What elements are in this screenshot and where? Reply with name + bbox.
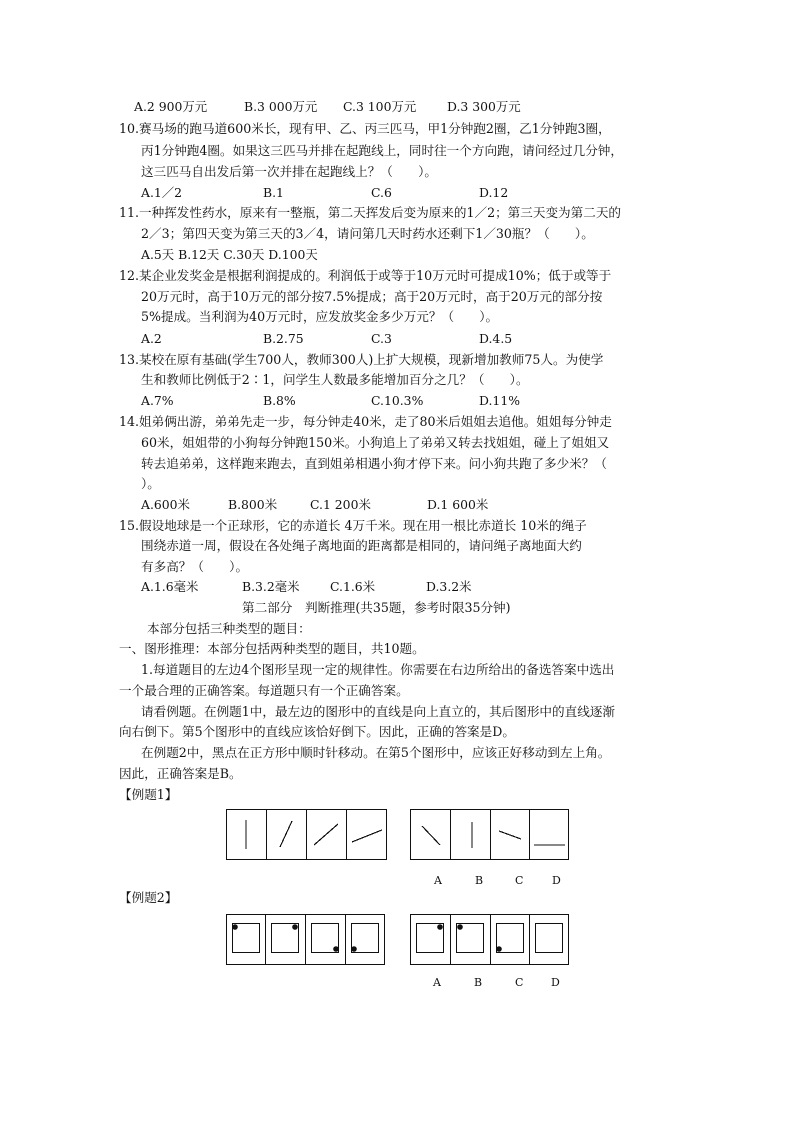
q12-option-c: C.3 (371, 331, 392, 346)
example2-answer-figures (410, 914, 570, 966)
para3-line-1: 在例题2中，黑点在正方形中顺时针移动。在第5个图形中，应该正好移动到左上角。 (141, 745, 611, 760)
q14-option-a: A.600米 (141, 497, 190, 512)
q15-line-3: 有多高？（ ）。 (141, 559, 249, 574)
q10-option-c: C.6 (371, 185, 392, 200)
example2-answer-label-d: D (551, 976, 560, 989)
dot-bottom-left (351, 946, 357, 952)
q13-option-a: A.7% (141, 393, 174, 408)
q13-option-b: B.8% (263, 393, 296, 408)
q9-option-c: C.3 100万元 (343, 99, 417, 114)
q14-option-c: C.1 200米 (310, 497, 371, 512)
q14-line-3: 转去追弟弟，这样跑来跑去，直到姐弟相遇小狗才停下来。问小狗共跑了多少米？（ (141, 456, 607, 471)
q13-line-2: 生和教师比例低于2∶1，问学生人数最多能增加百分之几？（ ）。 (141, 372, 529, 387)
q11-options: A.5天 B.12天 C.30天 D.100天 (141, 247, 318, 262)
tilted-line-steep (352, 830, 382, 842)
q15-option-a: A.1.6毫米 (141, 579, 199, 594)
example1-answer-label-d: D (552, 874, 561, 887)
q12-line-2: 20万元时，高于10万元的部分按7.5%提成；高于20万元时，高于20万元的部分按 (141, 289, 603, 304)
tilted-line-slight (280, 821, 292, 847)
q11-line-1: 11.一种挥发性药水，原来有一整瓶，第二天挥发后变为原来的1／2；第三天变为第二天的 (119, 205, 622, 220)
q10-option-a: A.1／2 (141, 185, 183, 200)
part2-heading: 第二部分 判断推理(共35题，参考时限35分钟) (242, 600, 511, 615)
answer-a-dot (437, 924, 443, 930)
section1-heading: 一、图形推理：本部分包括两种类型的题目，共10题。 (119, 641, 425, 656)
q12-option-b: B.2.75 (263, 331, 304, 346)
answer-c-line (499, 831, 521, 839)
tilted-line-medium (314, 824, 338, 845)
example2-answer-label-b: B (474, 976, 483, 989)
q9-option-d: D.3 300万元 (447, 99, 521, 114)
example2-label: 【例题2】 (119, 890, 178, 905)
q15-line-1: 15.假设地球是一个正球形，它的赤道长 4万千米。现在用一根比赤道长 10米的绳子 (119, 518, 587, 533)
q14-line-1: 14.姐弟俩出游，弟弟先走一步，每分钟走40米，走了80米后姐姐去追他。姐姐每分钟走 (119, 414, 612, 429)
example2-answer-label-c: C (515, 976, 524, 989)
q12-option-d: D.4.5 (479, 331, 513, 346)
q15-option-d: D.3.2米 (426, 579, 472, 594)
q14-line-2: 60米，姐姐带的小狗每分钟跑150米。小狗追上了弟弟又转去找姐姐，碰上了姐姐又 (141, 435, 610, 450)
q10-line-2: 丙1分钟跑4圈。如果这三匹马并排在起跑线上，同时往一个方向跑，请问经过几分钟， (141, 143, 623, 158)
part2-intro: 本部分包括三种类型的题目： (147, 621, 311, 636)
q15-line-2: 围绕赤道一周，假设在各处绳子离地面的距离都是相同的，请问绳子离地面大约 (141, 538, 582, 553)
para2-line-1: 请看例题。在例题1中，最左边的图形中的直线是向上直立的，其后图形中的直线逐渐 (141, 704, 615, 719)
answer-b-dot (457, 924, 463, 930)
q10-option-d: D.12 (479, 185, 509, 200)
example1-answer-label-a: A (434, 874, 442, 887)
para2-line-2: 向右倒下。第5个图形中的直线应该恰好倒下。因此，正确的答案是D。 (119, 724, 515, 739)
q10-option-b: B.1 (263, 185, 284, 200)
q14-option-d: D.1 600米 (427, 497, 489, 512)
answer-c-dot (496, 946, 502, 952)
example1-answer-label-c: C (515, 874, 524, 887)
q15-option-b: B.3.2毫米 (242, 579, 300, 594)
dot-top-left (232, 924, 238, 930)
q14-line-4: ）。 (141, 476, 160, 491)
q12-line-3: 5%提成。当利润为40万元时，应发放奖金多少万元？（ ）。 (141, 309, 499, 324)
para1-line-2: 一个最合理的正确答案。每道题只有一个正确答案。 (119, 683, 409, 698)
q9-option-a: A.2 900万元 (134, 99, 208, 114)
q12-line-1: 12.某企业发奖金是根据利润提成的。利润低于或等于10万元时可提成10%；低于或等于 (119, 268, 612, 283)
q10-line-1: 10.赛马场的跑马道600米长，现有甲、乙、丙三匹马，甲1分钟跑2圈，乙1分钟跑3圈， (119, 121, 611, 136)
q12-option-a: A.2 (141, 331, 162, 346)
dot-bottom-right (333, 946, 339, 952)
example1-answer-figures (410, 809, 570, 861)
q13-option-d: D.11% (479, 393, 520, 408)
q10-line-3: 这三匹马自出发后第一次并排在起跑线上？（ ）。 (141, 164, 437, 179)
example2-answer-label-a: A (433, 976, 441, 989)
example1-label: 【例题1】 (119, 787, 178, 802)
q15-option-c: C.1.6米 (330, 579, 376, 594)
q14-option-b: B.800米 (228, 497, 278, 512)
q9-option-b: B.3 000万元 (244, 99, 318, 114)
dot-top-right (292, 924, 298, 930)
example2-question-figures (226, 914, 386, 966)
q13-option-c: C.10.3% (371, 393, 424, 408)
q13-line-1: 13.某校在原有基础(学生700人，教师300人)上扩大规模，现新增加教师75人。为使学 (119, 352, 604, 367)
para3-line-2: 因此，正确答案是B。 (119, 766, 242, 781)
example1-question-figures (226, 809, 388, 861)
q11-line-2: 2／3；第四天变为第三天的3／4，请问第几天时药水还剩下1／30瓶？（ ）。 (141, 226, 594, 241)
example1-answer-label-b: B (475, 874, 484, 887)
para1-line-1: 1.每道题目的左边4个图形呈现一定的规律性。你需要在右边所给出的备选答案中选出 (141, 662, 615, 677)
answer-a-line (422, 826, 440, 845)
